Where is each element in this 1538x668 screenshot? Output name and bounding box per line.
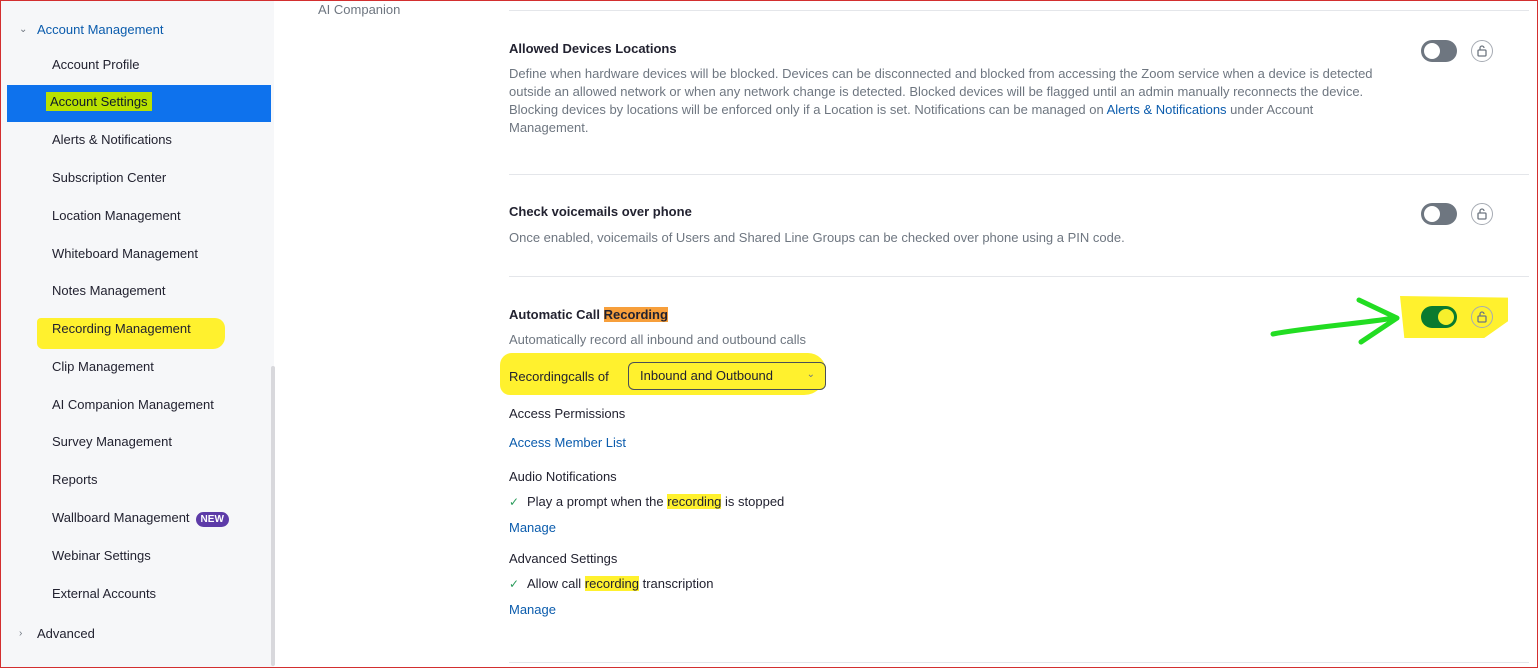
setting-title-auto-record [509,307,668,322]
check-icon: ✓ [509,494,520,509]
audio-notifications-heading: Audio Notifications [509,469,617,484]
sidebar-item-label: Whiteboard Management [52,246,198,261]
transcription-text [527,576,713,591]
toggle-knob [1424,43,1440,59]
sidebar-item-label: Alerts & Notifications [52,132,172,147]
sidebar-item-clip-management[interactable] [52,357,154,377]
text-part: is stopped [721,494,785,509]
sidebar-item-subscription-center[interactable] [52,168,166,188]
sidebar-section-label: Account Management [37,22,164,37]
sidebar-item-label: External Accounts [52,586,157,601]
access-member-list-link[interactable]: Access Member List [509,435,627,450]
sidebar-section-label: Advanced [37,626,95,641]
text-highlight: recording [584,576,639,591]
new-badge: NEW [196,512,229,527]
sidebar-item-external-accounts[interactable] [52,584,156,604]
alerts-notifications-link[interactable]: Alerts & Notifications [1106,102,1227,117]
select-value: Inbound and Outbound [640,368,774,383]
audio-prompt-text [527,494,784,509]
green-arrow-annotation-icon [1265,294,1405,348]
sidebar-item-label: AI Companion Management [52,397,214,412]
sidebar [1,1,274,667]
voicemail-toggle[interactable] [1421,203,1457,225]
sidebar-item-label: Account Settings [46,92,152,111]
sidebar-item-label: Clip Management [52,359,154,374]
sidebar-item-survey-management[interactable] [52,432,172,452]
divider [509,276,1529,277]
sidebar-scrollbar[interactable] [271,366,275,666]
text-part: Allow call [527,576,585,591]
sidebar-item-label: Reports [52,472,98,487]
sidebar-item-wallboard-management[interactable] [52,508,229,528]
access-permissions-heading: Access Permissions [509,406,626,421]
sidebar-item-recording-management[interactable] [52,319,191,339]
text-part: transcription [639,576,714,591]
sidebar-item-label: Account Profile [52,57,140,72]
advanced-settings-heading: Advanced Settings [509,551,618,566]
sidebar-item-label: Subscription Center [52,170,167,185]
label-highlight: Recording [509,368,569,384]
desc-text: under Account Management. [509,102,1314,135]
transcription-item [509,576,713,591]
divider [509,174,1529,175]
setting-desc-auto-record: Automatically record all inbound and outbound calls [509,332,807,347]
sidebar-item-label: Survey Management [52,434,172,449]
chevron-down-icon: ⌄ [19,24,28,35]
recording-calls-label [509,362,609,390]
sidebar-item-label: Webinar Settings [52,548,151,563]
sidebar-item-label: Recording Management [52,321,191,336]
label-text: calls of [568,368,609,384]
setting-title-voicemail: Check voicemails over phone [509,204,692,219]
sidebar-item-location-management[interactable] [52,206,181,226]
allowed-devices-toggle[interactable] [1421,40,1457,62]
sidebar-item-label: Location Management [52,208,181,223]
sidebar-item-label: Wallboard Management [52,510,190,525]
category-label: AI Companion [318,2,401,17]
lock-icon[interactable] [1471,40,1493,62]
setting-title-allowed-devices: Allowed Devices Locations [509,41,677,56]
sidebar-item-reports[interactable] [52,470,98,490]
check-icon: ✓ [509,576,520,591]
lock-icon-glyph [1472,204,1492,224]
setting-desc-voicemail: Once enabled, voicemails of Users and Shared Line Groups can be checked over phone using a PIN code. [509,230,1125,245]
lock-icon[interactable] [1471,203,1493,225]
toggle-knob [1438,309,1454,325]
setting-desc-allowed-devices [509,65,1379,137]
sidebar-item-whiteboard-management[interactable] [52,244,198,264]
sidebar-section-advanced[interactable] [19,626,95,641]
text-highlight: recording [667,494,722,509]
lock-icon-glyph [1472,307,1492,327]
toggle-knob [1424,206,1440,222]
sidebar-item-alerts-notifications[interactable] [52,130,172,150]
lock-icon-glyph [1472,41,1492,61]
sidebar-item-ai-companion-management[interactable] [52,395,214,415]
recording-calls-select[interactable] [628,362,826,390]
sidebar-item-label: Notes Management [52,283,166,298]
sidebar-item-webinar-settings[interactable] [52,546,151,566]
audio-prompt-item [509,494,784,509]
chevron-down-icon: ⌄ [806,369,815,380]
title-text: Automatic Call [509,307,604,322]
manage-advanced-link[interactable]: Manage [509,602,556,617]
chevron-right-icon: › [19,628,23,639]
divider [509,662,1529,663]
sidebar-item-account-profile[interactable] [52,55,139,75]
manage-audio-link[interactable]: Manage [509,520,556,535]
lock-icon[interactable] [1471,306,1493,328]
divider [509,10,1529,11]
text-part: Play a prompt when the [527,494,668,509]
title-highlight: Recording [603,307,668,322]
desc-text: Define when hardware devices will be blocked. Devices can be disconnected and blocked from accessing the Zoom service when a device is detected outside an allowed network or when any network change is detected. Blocked devices will be flagged until an admin manually reconnects the device. Blocking devices by locations will be enforced only if a Location is set. Notifications can be managed on [509,66,1373,117]
sidebar-item-account-settings[interactable] [52,92,152,112]
auto-record-toggle[interactable] [1421,306,1457,328]
sidebar-section-account-management[interactable] [19,22,163,37]
sidebar-item-notes-management[interactable] [52,281,165,301]
